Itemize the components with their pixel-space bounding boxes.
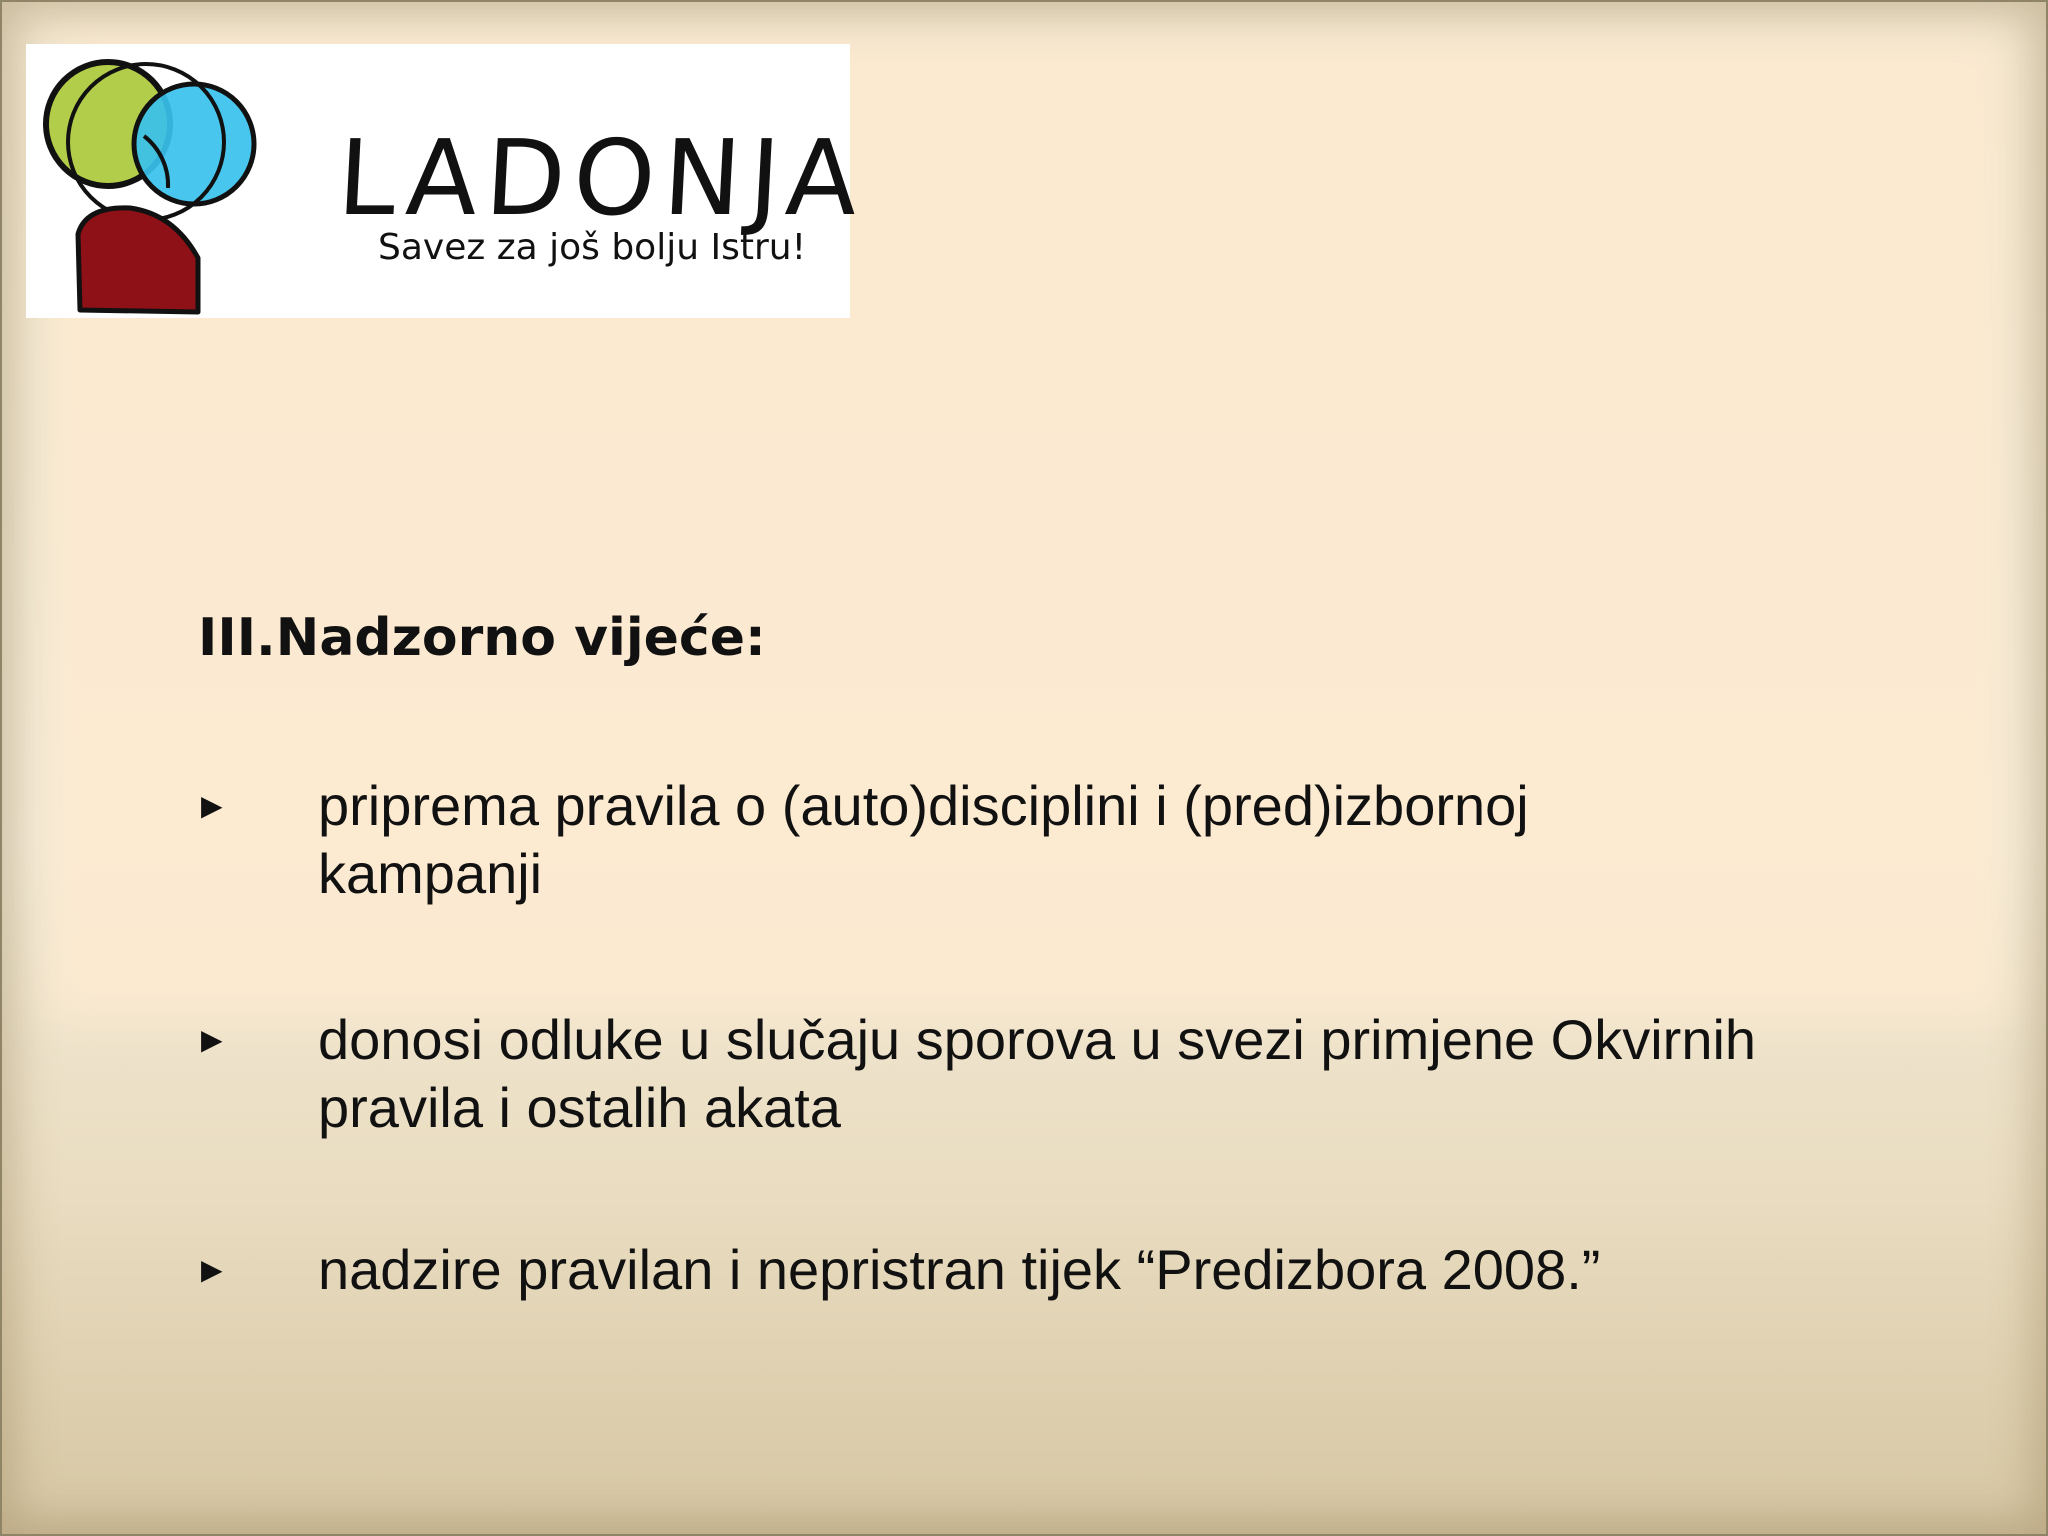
bullet-line: donosi odluke u slučaju sporova u svezi primjene Okvirnih (318, 1008, 1757, 1071)
bullet-list (198, 772, 1818, 1304)
bullet-line: priprema pravila o (auto)disciplini i (pred)izbornoj (318, 774, 1529, 837)
logo-wordmark: LADONJA (334, 117, 869, 239)
logo-tagline: Savez za još bolju Istru! (378, 227, 807, 268)
triangle-bullet-icon: ▶ (201, 1254, 223, 1285)
bullet-item (198, 1236, 1818, 1304)
slide-heading: III.Nadzorno vijeće: (198, 608, 766, 668)
triangle-bullet-icon: ▶ (201, 1024, 223, 1055)
bullet-line: kampanji (318, 842, 543, 905)
bullet-line: pravila i ostalih akata (318, 1076, 841, 1139)
bullet-line: nadzire pravilan i nepristran tijek “Predizbora 2008.” (318, 1238, 1601, 1301)
bullet-item (198, 772, 1818, 908)
bullet-item (198, 1006, 1818, 1142)
ladonja-logo (26, 44, 869, 318)
triangle-bullet-icon: ▶ (201, 790, 223, 821)
